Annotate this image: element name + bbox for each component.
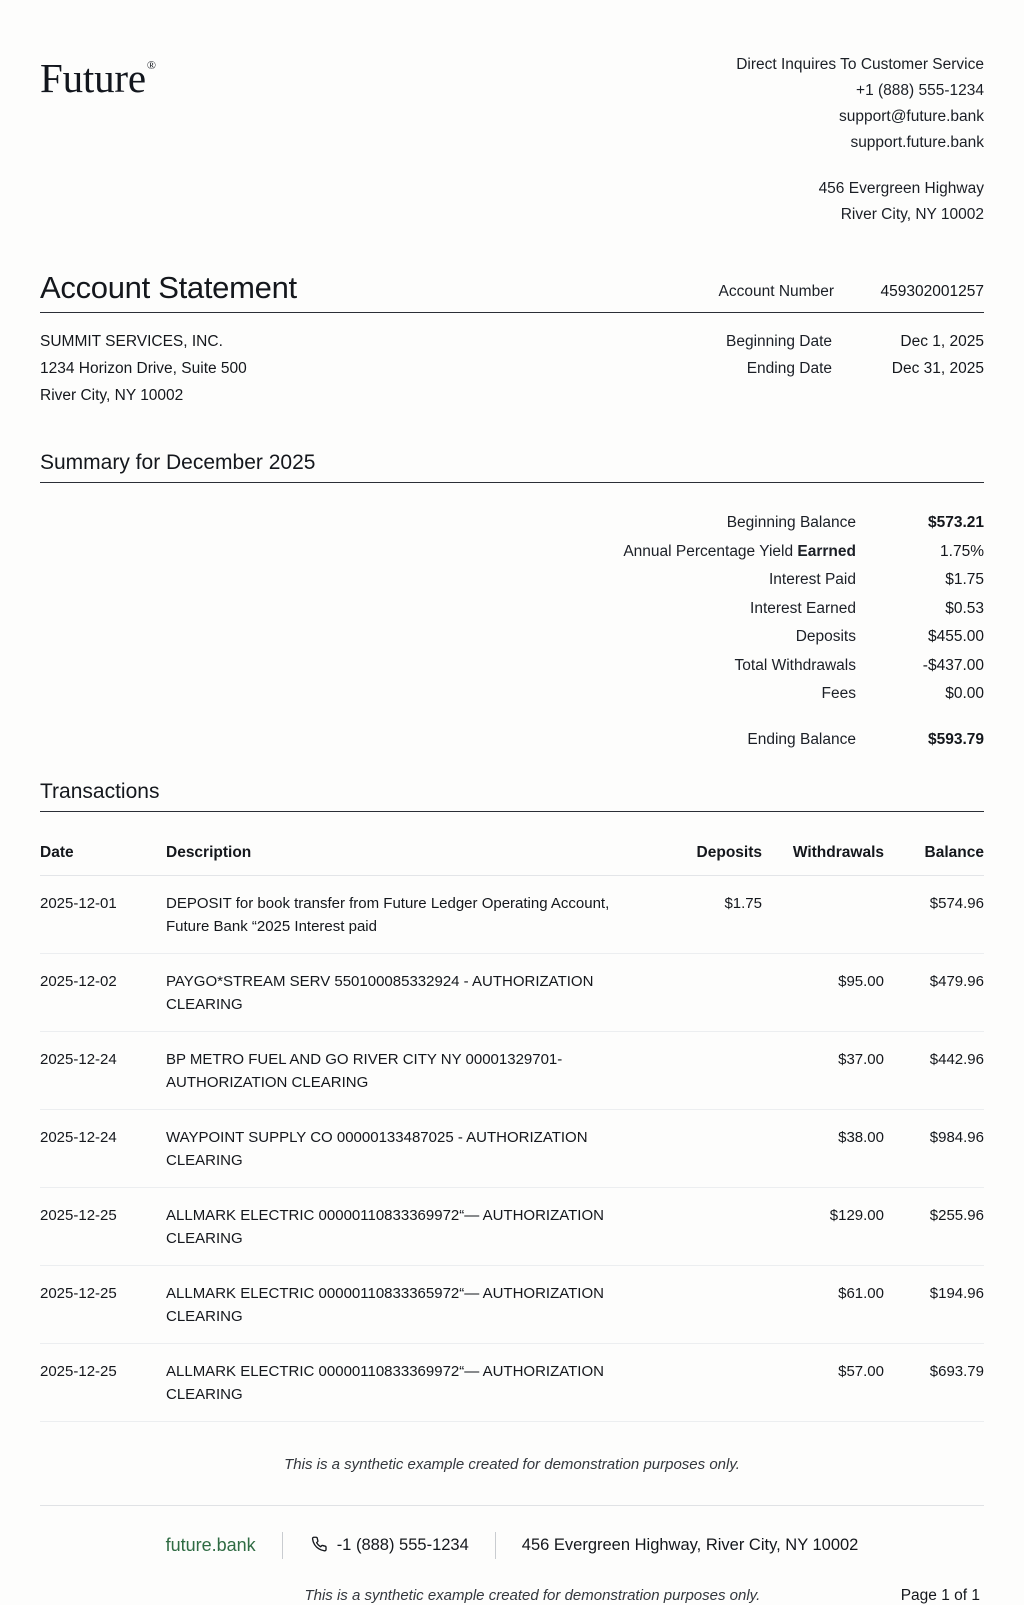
table-row [40,1188,984,1266]
account-number-label: Account Number [718,283,834,300]
table-row [40,1266,984,1344]
table-row [40,1032,984,1110]
summary-row-total-withdrawals [40,652,984,681]
table-row [40,1110,984,1188]
contact-service-line: Direct Inquires To Customer Service [736,56,984,73]
summary-value: $573.21 [927,514,984,531]
cell-date: 2025-12-02 [40,954,166,1032]
summary-table [40,509,984,754]
account-number-block [719,283,984,306]
title-divider [40,312,984,313]
summary-value: $0.00 [945,685,984,702]
column-header-date: Date [40,826,166,876]
summary-heading: Summary for December 2025 [40,451,316,474]
cell-withdrawals: $61.00 [762,1266,884,1344]
customer-address-line1: 1234 Horizon Drive, Suite 500 [40,360,247,377]
phone-icon [309,1534,328,1558]
cell-deposits [654,1032,762,1110]
summary-value: $1.75 [945,571,984,588]
cell-date: 2025-12-25 [40,1266,166,1344]
contact-email[interactable]: support@future.bank [839,108,984,125]
cell-withdrawals: $38.00 [762,1110,884,1188]
summary-value: $0.53 [945,599,984,617]
cell-balance: $479.96 [884,954,984,1032]
cell-description: ALLMARK ELECTRIC 00000110833369972“— AUTHORIZATION CLEARING [166,1188,654,1266]
footer-phone-block[interactable] [283,1534,495,1558]
beginning-date-value: Dec 1, 2025 [900,333,984,350]
table-row [40,954,984,1032]
page-title: Account Statement [40,270,297,305]
footer-website-link[interactable]: future.bank [165,1535,256,1555]
cell-withdrawals: $57.00 [762,1344,884,1422]
footer-phone-number: -1 (888) 555-1234 [336,1536,469,1554]
cell-deposits: $1.75 [654,876,762,954]
summary-label: Interest Earned [750,599,856,617]
summary-divider [40,482,984,483]
cell-balance: $574.96 [884,876,984,954]
cell-description: ALLMARK ELECTRIC 00000110833365972“— AUTHORIZATION CLEARING [166,1266,654,1344]
summary-label: Beginning Balance [726,514,856,531]
summary-row-apy [40,538,984,567]
footer-address: 456 Evergreen Highway, River City, NY 10002 [521,1536,859,1554]
cell-description: BP METRO FUEL AND GO RIVER CITY NY 00001329701- AUTHORIZATION CLEARING [166,1032,654,1110]
summary-row-beginning-balance [40,509,984,538]
customer-and-dates [40,328,984,409]
summary-value: -$437.00 [922,656,984,674]
summary-row-interest-earned [40,595,984,624]
cell-withdrawals: $95.00 [762,954,884,1032]
cell-balance: $255.96 [884,1188,984,1266]
statement-title-row [40,270,984,312]
cell-balance: $693.79 [884,1344,984,1422]
footer-bar [40,1532,984,1559]
footer-disclaimer: This is a synthetic example created for demonstration purposes only. [304,1587,761,1604]
cell-balance: $194.96 [884,1266,984,1344]
summary-label: Deposits [795,628,856,645]
ending-date-label: Ending Date [746,360,832,377]
cell-date: 2025-12-24 [40,1110,166,1188]
transactions-divider [40,811,984,812]
cell-deposits [654,1344,762,1422]
column-header-description: Description [166,826,654,876]
cell-description: WAYPOINT SUPPLY CO 00000133487025 - AUTHORIZATION CLEARING [166,1110,654,1188]
summary-label-emphasis: Earrned [797,542,856,560]
cell-deposits [654,954,762,1032]
bank-address-line1: 456 Evergreen Highway [818,180,984,197]
beginning-date-row [726,328,984,355]
contact-phone[interactable]: +1 (888) 555-1234 [856,82,984,99]
bank-address [736,176,984,228]
cell-deposits [654,1266,762,1344]
statement-dates-block [726,328,984,409]
ending-date-value: Dec 31, 2025 [891,360,984,377]
summary-label: Annual Percentage Yield Earrned [623,542,856,560]
brand-logo [40,52,155,99]
account-number-value: 459302001257 [880,283,984,300]
summary-row-interest-paid [40,566,984,595]
footer-bottom-row [40,1587,984,1605]
customer-name: SUMMIT SERVICES, INC. [40,333,223,350]
cell-withdrawals: $37.00 [762,1032,884,1110]
cell-description: PAYGO*STREAM SERV 550100085332924 - AUTHORIZATION CLEARING [166,954,654,1032]
footer-divider [40,1505,984,1506]
transactions-heading: Transactions [40,780,160,803]
page-number: Page 1 of 1 [900,1587,980,1604]
contact-website[interactable]: support.future.bank [850,134,984,151]
cell-description: DEPOSIT for book transfer from Future Ledger Operating Account, Future Bank “2025 Interest paid [166,876,654,954]
summary-row-deposits [40,623,984,652]
cell-withdrawals [762,876,884,954]
summary-label: Fees [821,685,856,702]
transactions-table [40,826,984,1422]
beginning-date-label: Beginning Date [726,333,832,350]
summary-row-ending-balance [40,726,984,755]
summary-label: Interest Paid [768,571,856,588]
cell-date: 2025-12-25 [40,1344,166,1422]
summary-label: Ending Balance [747,730,856,748]
cell-date: 2025-12-01 [40,876,166,954]
summary-value: 1.75% [940,542,984,560]
summary-label: Total Withdrawals [734,656,856,674]
cell-description: ALLMARK ELECTRIC 00000110833369972“— AUTHORIZATION CLEARING [166,1344,654,1422]
cell-deposits [654,1110,762,1188]
registered-trademark-icon: ® [146,58,156,73]
ending-date-row [726,355,984,382]
table-row [40,876,984,954]
column-header-deposits: Deposits [654,826,762,876]
table-row [40,1344,984,1422]
cell-date: 2025-12-24 [40,1032,166,1110]
cell-balance: $442.96 [884,1032,984,1110]
bank-address-line2: River City, NY 10002 [840,206,984,223]
cell-balance: $984.96 [884,1110,984,1188]
summary-value: $593.79 [927,730,984,748]
summary-value: $455.00 [927,628,984,645]
table-header-row [40,826,984,876]
page-header [40,52,984,228]
bank-contact-block [736,52,984,228]
summary-row-fees [40,680,984,709]
column-header-balance: Balance [884,826,984,876]
body-disclaimer: This is a synthetic example created for demonstration purposes only. [284,1456,740,1473]
customer-address-block [40,328,247,409]
brand-logo-text: Future [40,55,146,101]
cell-deposits [654,1188,762,1266]
column-header-withdrawals: Withdrawals [762,826,884,876]
cell-date: 2025-12-25 [40,1188,166,1266]
cell-withdrawals: $129.00 [762,1188,884,1266]
transactions-table-wrapper [40,826,984,1422]
customer-address-line2: River City, NY 10002 [40,387,184,404]
